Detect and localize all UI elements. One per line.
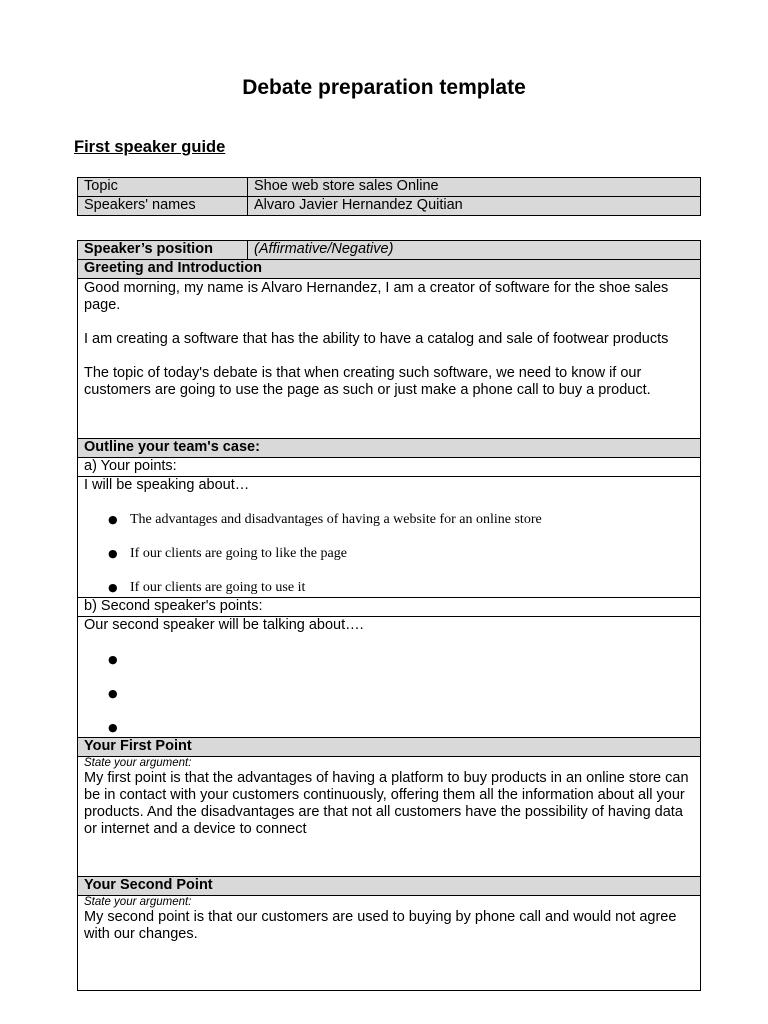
position-row bbox=[78, 241, 701, 260]
second-point-prompt: State your argument: bbox=[84, 896, 192, 908]
speakers-label: Speakers' names bbox=[78, 197, 248, 216]
document-title: Debate preparation template bbox=[242, 76, 526, 99]
position-value: (Affirmative/Negative) bbox=[248, 241, 701, 260]
list-item bbox=[84, 719, 694, 736]
second-point-heading: Your Second Point bbox=[78, 877, 701, 896]
bullet-icon: ● bbox=[108, 721, 118, 734]
first-point-text: My first point is that the advantages of having a platform to buy products in an online store can be in contact with your customers continuously, offering them all the information about all your products. And the disadvantages are that not all customers have the possibility of having data or internet and a device to connect bbox=[84, 770, 689, 837]
greeting-paragraph: I am creating a software that has the ability to have a catalog and sale of footwear products bbox=[84, 331, 669, 347]
second-points-cell bbox=[78, 617, 701, 738]
greeting-paragraph: Good morning, my name is Alvaro Hernandez, I am a creator of software for the shoe sales page. bbox=[84, 280, 669, 313]
list-item bbox=[84, 685, 694, 719]
second-point-text: My second point is that our customers are used to buying by phone call and would not agree with our changes. bbox=[84, 909, 677, 942]
topic-row bbox=[78, 178, 701, 197]
info-table bbox=[77, 177, 701, 216]
greeting-paragraph: The topic of today's debate is that when creating such software, we need to know if our customers are going to use the page as such or just make a phone call to buy a product. bbox=[84, 365, 651, 398]
first-point-cell bbox=[78, 757, 701, 877]
speakers-value: Alvaro Javier Hernandez Quitian bbox=[248, 197, 701, 216]
section-title: First speaker guide bbox=[74, 138, 226, 156]
bullet-icon: ● bbox=[108, 547, 118, 560]
speakers-row bbox=[78, 197, 701, 216]
second-points-intro: Our second speaker will be talking about…. bbox=[84, 617, 364, 633]
first-point-heading: Your First Point bbox=[78, 738, 701, 757]
bullet-icon: ● bbox=[108, 687, 118, 700]
topic-value: Shoe web store sales Online bbox=[248, 178, 701, 197]
topic-label: Topic bbox=[78, 178, 248, 197]
your-points-label: a) Your points: bbox=[78, 458, 701, 477]
second-points-label: b) Second speaker's points: bbox=[78, 598, 701, 617]
list-item: ● The advantages and disadvantages of having a website for an online store bbox=[108, 512, 542, 527]
second-point-cell bbox=[78, 896, 701, 991]
greeting-heading: Greeting and Introduction bbox=[78, 260, 701, 279]
your-points-cell bbox=[78, 477, 701, 598]
speaker-guide-table bbox=[77, 240, 701, 991]
outline-heading: Outline your team's case: bbox=[78, 439, 701, 458]
first-point-prompt: State your argument: bbox=[84, 757, 192, 769]
position-label: Speaker’s position bbox=[78, 241, 248, 260]
list-item: ● If our clients are going to like the page bbox=[108, 546, 347, 561]
your-points-intro: I will be speaking about… bbox=[84, 477, 250, 493]
list-item: ● If our clients are going to use it bbox=[108, 580, 306, 595]
bullet-icon: ● bbox=[108, 513, 118, 526]
greeting-cell bbox=[78, 279, 701, 439]
list-item bbox=[84, 651, 694, 685]
your-points-list bbox=[84, 511, 694, 596]
bullet-icon: ● bbox=[108, 581, 118, 594]
second-points-list bbox=[84, 651, 694, 736]
bullet-icon: ● bbox=[108, 653, 118, 666]
